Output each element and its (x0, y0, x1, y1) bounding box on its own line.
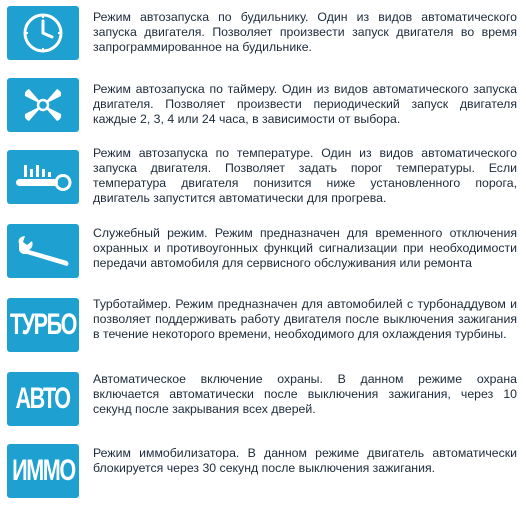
alarm-clock-icon (7, 6, 79, 60)
thermometer-icon (7, 150, 79, 204)
mode-alarm-description: Режим автозапуска по будильнику. Один из видов автоматического запуска двигателя. Позволяет произвести запуск двигателя во время запрограммированное на будильнике. (93, 10, 517, 54)
turbo-label-icon (7, 298, 79, 352)
mode-turbo-description: Турботаймер. Режим предназначен для автомобилей с турбонаддувом и позволяет поддерживать работу двигателя после выключения зажигания в течение некоторого времени, необходимого для охлаждения турбины. (93, 297, 517, 341)
turbo-label: ТУРБО (9, 308, 77, 341)
auto-label-icon (7, 372, 79, 426)
immo-label-icon (7, 444, 79, 498)
mode-service-description: Служебный режим. Режим предназначен для временного отключения охранных и противоугонных функций сигнализации при необходимости передачи автомобиля для сервисного обслуживания или ремонта (93, 226, 517, 270)
auto-label: АВТО (15, 382, 71, 415)
mode-auto-description: Автоматическое включение охраны. В данном режиме охрана включается автоматически после выключения зажигания, через 10 секунд после закрывания всех дверей. (93, 372, 517, 416)
mode-immo-description: Режим иммобилизатора. В данном режиме двигатель автоматически блокируется через 30 секунд после выключения зажигания. (93, 446, 517, 475)
fan-timer-icon (7, 78, 79, 132)
immo-label: ИММО (11, 454, 75, 487)
mode-temperature-description: Режим автозапуска по температуре. Один из видов автоматического запуска двигателя. Позволяет задать порог температуры. Если температура двигателя понизится ниже установленного порога, двигатель запустится автоматически для прогрева. (93, 146, 517, 205)
mode-timer-description: Режим автозапуска по таймеру. Один из видов автоматического запуска двигателя. Позволяет произвести периодический запуск двигателя каждые 2, 3, 4 или 24 часа, в зависимости от выбора. (93, 82, 517, 126)
wrench-icon (7, 224, 79, 278)
